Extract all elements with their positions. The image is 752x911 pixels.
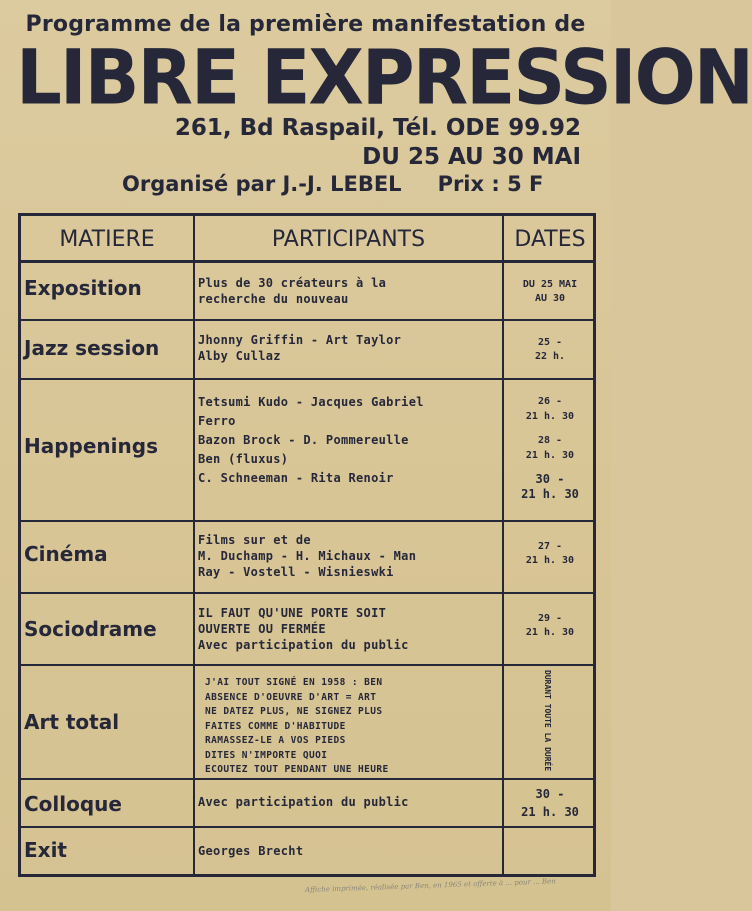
participant-line: IL FAUT QU'UNE PORTE SOIT	[198, 606, 387, 620]
header-dates: DATES	[514, 227, 586, 252]
dates-cell	[504, 278, 596, 306]
participant-line: DITES N'IMPORTE QUOI	[205, 749, 328, 761]
date-line: 27 -	[537, 541, 563, 552]
participant-line: Alby Cullaz	[198, 349, 281, 363]
dates-cell	[504, 785, 596, 821]
participants-cell	[195, 605, 409, 653]
participant-line: FAITES COMME D'HABITUDE	[205, 720, 346, 732]
participant-line: Avec participation du public	[198, 638, 409, 652]
dates-cell	[504, 394, 596, 502]
date-line: 30 -	[535, 472, 565, 486]
art-total-dates-vertical: DURANT TOUTE LA DURÉE	[543, 670, 552, 772]
row-divider	[21, 378, 593, 380]
participants-cell	[195, 532, 416, 580]
date-line: 26 -	[537, 396, 563, 407]
participant-line: RAMASSEZ-LE A VOS PIEDS	[205, 735, 346, 746]
participant-line: NE DATEZ PLUS, NE SIGNEZ PLUS	[205, 706, 383, 717]
date-line: AU 30	[534, 293, 566, 304]
date-line: 28 -	[537, 435, 563, 446]
dates-cell	[504, 540, 596, 568]
date-line: DU 25 MAI	[522, 279, 578, 290]
row-divider	[21, 826, 593, 828]
row-divider	[21, 520, 593, 522]
price: Prix : 5 F	[437, 172, 544, 196]
dates-cell	[504, 336, 596, 364]
date-line: 29 -	[537, 613, 563, 624]
matiere-cell: Happenings	[24, 434, 158, 458]
date-line: 21 h. 30	[525, 627, 575, 638]
participants-cell	[195, 393, 424, 488]
participant-line: Films sur et de	[198, 533, 311, 547]
participants-cell	[195, 794, 409, 810]
date-range: DU 25 AU 30 MAI	[362, 144, 581, 170]
participant-line: M. Duchamp - H. Michaux - Man	[198, 549, 417, 563]
participant-line: Ben (fluxus)	[198, 452, 289, 466]
participants-cell	[195, 275, 386, 307]
matiere-cell: Exposition	[24, 276, 142, 300]
main-title: LIBRE EXPRESSION	[16, 32, 752, 122]
matiere-cell: Cinéma	[24, 542, 108, 566]
matiere-cell: Jazz session	[24, 336, 160, 360]
participant-line: Plus de 30 créateurs à la	[198, 276, 387, 290]
date-line: 21 h. 30	[525, 411, 575, 422]
handwritten-footnote: Affiche imprimée, réalisée par Ben, en 1965 et offerte à ... pour ... Ben	[304, 877, 556, 895]
participants-cell	[195, 332, 401, 364]
row-divider	[21, 664, 593, 666]
date-line: 21 h. 30	[525, 555, 575, 566]
matiere-cell: Sociodrame	[24, 617, 157, 641]
intro-line: Programme de la première manifestation de	[25, 12, 586, 37]
participant-line: Ray - Vostell - Wisnieswki	[198, 565, 394, 579]
date-line: 30 -	[535, 787, 565, 801]
dates-cell	[504, 612, 596, 640]
participant-line: recherche du nouveau	[198, 292, 349, 306]
participant-line: ABSENCE D'OEUVRE D'ART = ART	[205, 691, 377, 703]
participant-line: OUVERTE OU FERMÉE	[198, 622, 326, 636]
organizer-line	[122, 172, 543, 196]
row-divider	[21, 260, 593, 263]
header-participants: PARTICIPANTS	[271, 227, 426, 252]
participants-cell	[195, 843, 303, 859]
participant-line: Ferro	[198, 414, 236, 428]
row-divider	[21, 319, 593, 321]
participant-line: Avec participation du public	[198, 795, 409, 809]
date-line: 21 h. 30	[521, 805, 579, 819]
row-divider	[21, 592, 593, 594]
date-line: 22 h.	[534, 351, 566, 362]
participant-line: Bazon Brock - D. Pommereulle	[198, 433, 409, 447]
address-line: 261, Bd Raspail, Tél. ODE 99.92	[174, 115, 581, 141]
matiere-cell: Colloque	[24, 792, 122, 816]
header-matiere: MATIERE	[59, 227, 155, 252]
matiere-cell: Exit	[24, 838, 67, 862]
participant-line: C. Schneeman - Rita Renoir	[198, 471, 394, 485]
matiere-cell: Art total	[24, 710, 120, 734]
organizer: Organisé par J.-J. LEBEL	[122, 172, 402, 196]
participant-line: ECOUTEZ TOUT PENDANT UNE HEURE	[205, 764, 389, 775]
participant-line: J'AI TOUT SIGNÉ EN 1958 : BEN	[205, 677, 383, 688]
participants-cell	[205, 676, 389, 778]
participant-line: Jhonny Griffin - Art Taylor	[198, 333, 402, 347]
date-line: 25 -	[537, 337, 563, 348]
row-divider	[21, 778, 593, 780]
programme-table	[18, 213, 596, 877]
date-line: 21 h. 30	[521, 487, 579, 501]
participant-line: Tetsumi Kudo - Jacques Gabriel	[198, 395, 424, 409]
participant-line: Georges Brecht	[198, 844, 304, 858]
date-line: 21 h. 30	[525, 450, 575, 461]
